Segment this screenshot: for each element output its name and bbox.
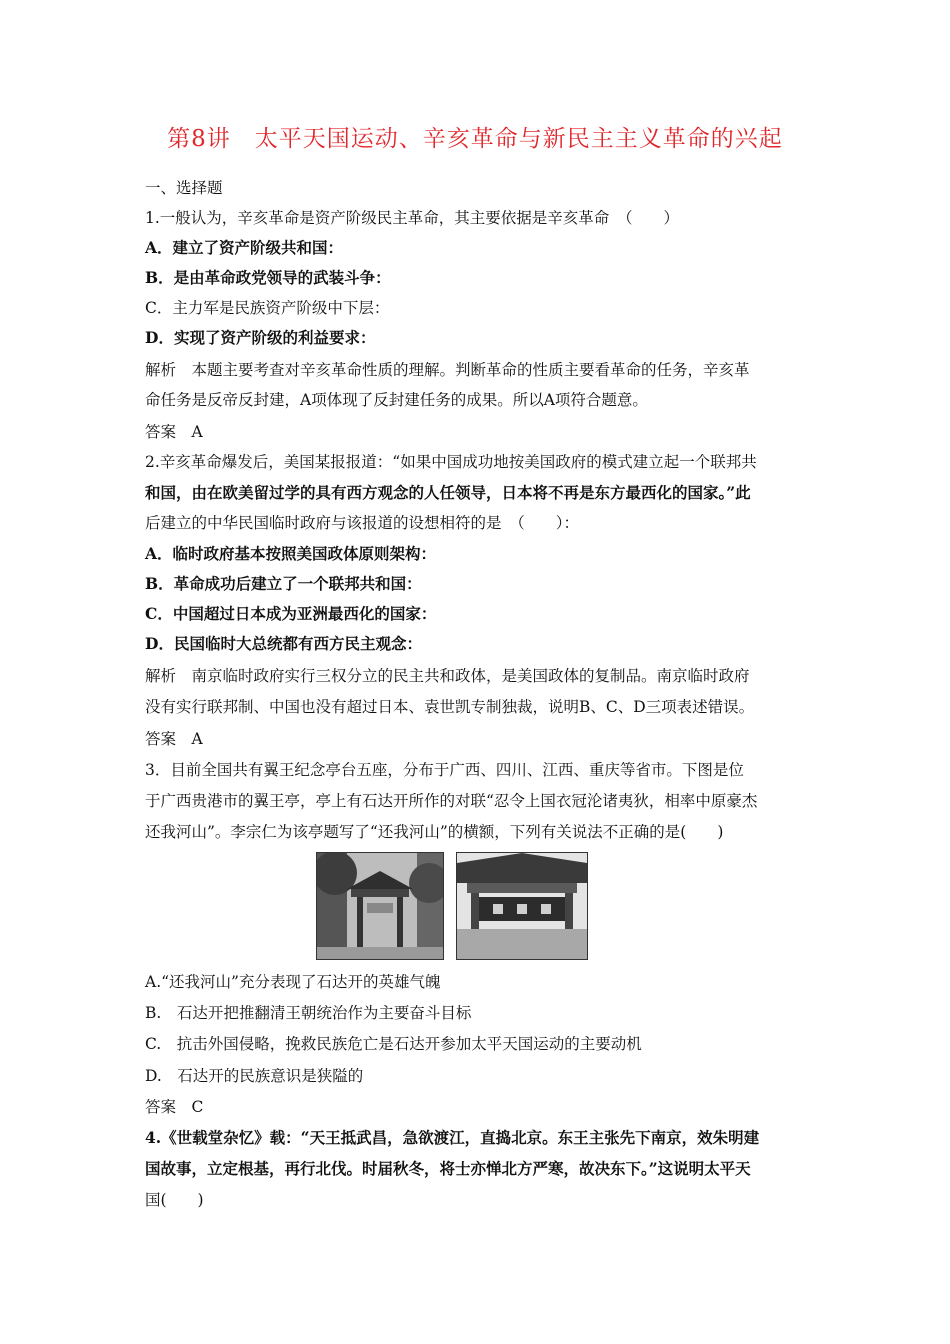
section-heading: 一、选择题 — [145, 179, 223, 197]
question-2-stem-line: 和国，由在欧美留过学的具有西方观念的人任领导，日本将不再是东方最西化的国家。”此 — [145, 483, 751, 502]
question-1-analysis-line: 解析 本题主要考查对辛亥革命性质的理解。判断革命的性质主要看革命的任务，辛亥革 — [145, 361, 750, 379]
question-3-option-c: C. 抗击外国侵略，挽救民族危亡是石达开参加太平天国运动的主要动机 — [145, 1035, 642, 1053]
question-4-stem-line: 国故事，立定根基，再行北伐。时届秋冬，将士亦惮北方严寒，故决东下。”这说明太平天 — [145, 1159, 751, 1178]
question-2-option-a: A．临时政府基本按照美国政体原则架构： — [145, 544, 437, 563]
pavilion-photo — [316, 852, 444, 960]
question-3-stem-line: 于广西贵港市的翼王亭，亭上有石达开所作的对联“忍令上国衣冠沦诸夷狄，相率中原豪杰 — [145, 792, 758, 810]
question-3-option-d: D. 石达开的民族意识是狭隘的 — [145, 1067, 364, 1085]
question-2-option-d: D．民国临时大总统都有西方民主观念： — [145, 634, 422, 653]
question-1-option-b: B．是由革命政党领导的武装斗争： — [145, 268, 391, 287]
question-1-option-a: A．建立了资产阶级共和国： — [145, 238, 344, 257]
question-2-answer: 答案 A — [145, 730, 203, 748]
question-3-stem-line: 还我河山”。李宗仁为该亭题写了“还我河山”的横额，下列有关说法不正确的是( ) — [145, 823, 724, 841]
question-1-stem: 1.一般认为，辛亥革命是资产阶级民主革命，其主要依据是辛亥革命 （ ） — [145, 209, 680, 227]
pavilion-photos — [316, 852, 588, 958]
question-4-stem-line: 国( ) — [145, 1191, 204, 1209]
question-2-stem-line: 后建立的中华民国临时政府与该报道的设想相符的是 （ ）： — [145, 514, 580, 532]
question-4-stem-line: 4.《世载堂杂忆》载：“天王抵武昌，急欲渡江，直捣北京。东王主张先下南京，效朱明建 — [145, 1128, 760, 1147]
question-1-option-c: C．主力军是民族资产阶级中下层： — [145, 299, 390, 317]
question-1-analysis-line: 命任务是反帝反封建，A项体现了反封建任务的成果。所以A项符合题意。 — [145, 391, 648, 409]
question-3-stem-line: 3．目前全国共有翼王纪念亭台五座，分布于广西、四川、江西、重庆等省市。下图是位 — [145, 761, 744, 779]
question-2-analysis-line: 解析 南京临时政府实行三权分立的民主共和政体，是美国政体的复制品。南京临时政府 — [145, 667, 750, 685]
question-3-answer: 答案 C — [145, 1098, 204, 1116]
question-3-option-b: B. 石达开把推翻清王朝统治作为主要奋斗目标 — [145, 1004, 472, 1022]
question-2-analysis-line: 没有实行联邦制、中国也没有超过日本、袁世凯专制独裁，说明B、C、D三项表述错误。 — [145, 698, 755, 716]
question-2-option-b: B．革命成功后建立了一个联邦共和国： — [145, 574, 422, 593]
question-2-option-c: C．中国超过日本成为亚洲最西化的国家： — [145, 604, 437, 623]
page-title: 第8讲 太平天国运动、辛亥革命与新民主主义革命的兴起 — [167, 126, 783, 152]
pavilion-plaque-photo — [456, 852, 588, 960]
question-1-option-d: D．实现了资产阶级的利益要求： — [145, 328, 376, 347]
question-2-stem-line: 2.辛亥革命爆发后，美国某报报道：“如果中国成功地按美国政府的模式建立起一个联邦共 — [145, 453, 757, 471]
question-1-answer: 答案 A — [145, 423, 203, 441]
question-3-option-a: A.“还我河山”充分表现了石达开的英雄气魄 — [145, 973, 441, 991]
